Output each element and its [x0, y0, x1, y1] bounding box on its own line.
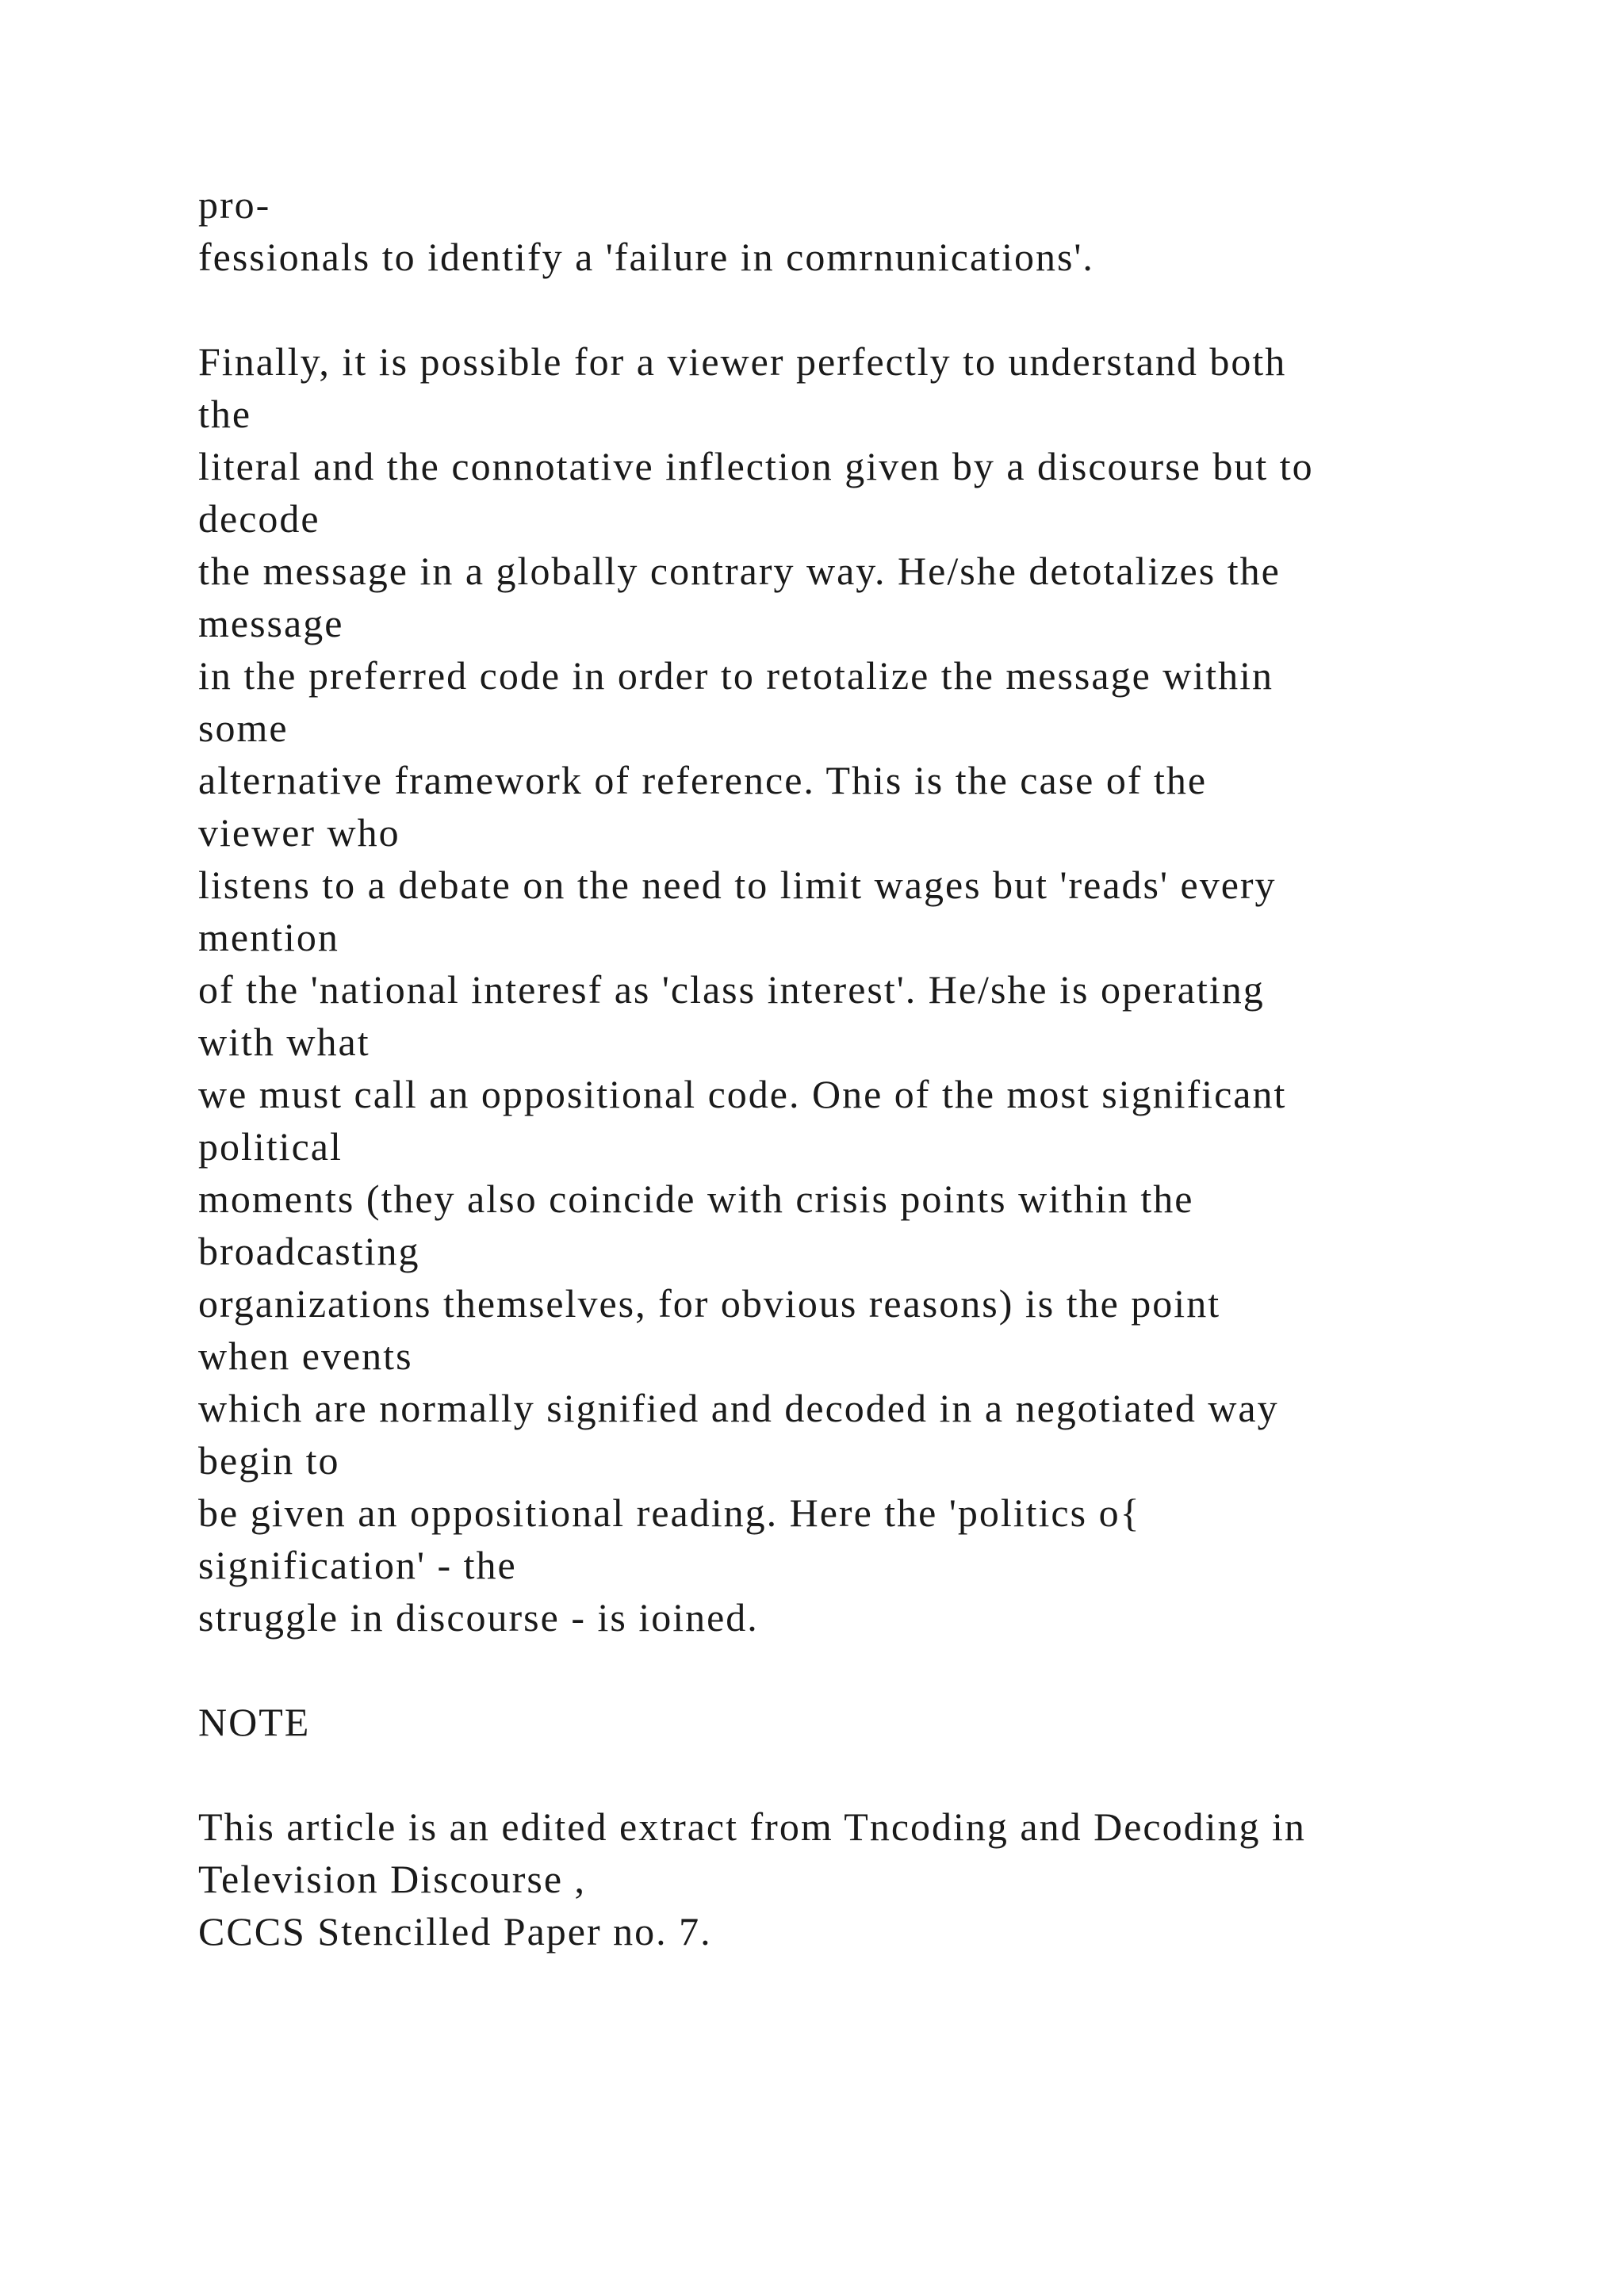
text-line: viewer who: [198, 810, 400, 855]
text-line: struggle in discourse - is ioined.: [198, 1595, 759, 1640]
text-line: in the preferred code in order to retotalize the message within: [198, 653, 1274, 698]
text-line: political: [198, 1124, 343, 1169]
text-line: Finally, it is possible for a viewer perfectly to understand both: [198, 339, 1287, 384]
text-line: some: [198, 706, 289, 750]
main-paragraph: [198, 335, 1546, 1644]
note-text: [198, 1800, 1546, 1957]
text-line: literal and the connotative inflection given by a discourse but to: [198, 444, 1314, 488]
text-line: moments (they also coincide with crisis points within the: [198, 1177, 1194, 1221]
text-line: decode: [198, 496, 320, 541]
text-line: alternative framework of reference. This is the case of the: [198, 758, 1208, 802]
text-line: the: [198, 392, 252, 436]
text-line: organizations themselves, for obvious reasons) is the point: [198, 1281, 1221, 1326]
paragraph-gap: [198, 1748, 1546, 1800]
text-line: signification' - the: [198, 1543, 517, 1587]
continuation-text: [198, 178, 1546, 283]
note-heading: NOTE: [198, 1700, 311, 1744]
text-line: pro-: [198, 182, 271, 227]
text-line: This article is an edited extract from Tncoding and Decoding in: [198, 1804, 1306, 1849]
text-line: which are normally signified and decoded in a negotiated way: [198, 1386, 1279, 1430]
text-line: when events: [198, 1334, 413, 1378]
text-line: mention: [198, 915, 339, 959]
text-line: listens to a debate on the need to limit wages but 'reads' every: [198, 863, 1277, 907]
paragraph-gap: [198, 283, 1546, 335]
document-page: [198, 178, 1546, 1957]
text-line: message: [198, 601, 344, 645]
text-line: CCCS Stencilled Paper no. 7.: [198, 1909, 712, 1954]
text-line: we must call an oppositional code. One of the most significant: [198, 1072, 1287, 1116]
paragraph-gap: [198, 1644, 1546, 1696]
text-line: the message in a globally contrary way. He/she detotalizes the: [198, 549, 1281, 593]
text-line: Television Discourse ,: [198, 1857, 587, 1901]
text-line: of the 'national interesf as 'class interest'. He/she is operating: [198, 967, 1265, 1012]
text-line: with what: [198, 1020, 370, 1064]
text-line: fessionals to identify a 'failure in comrnunications'.: [198, 235, 1094, 279]
text-line: broadcasting: [198, 1229, 420, 1273]
text-line: begin to: [198, 1438, 340, 1483]
text-line: be given an oppositional reading. Here the 'politics o{: [198, 1490, 1141, 1535]
